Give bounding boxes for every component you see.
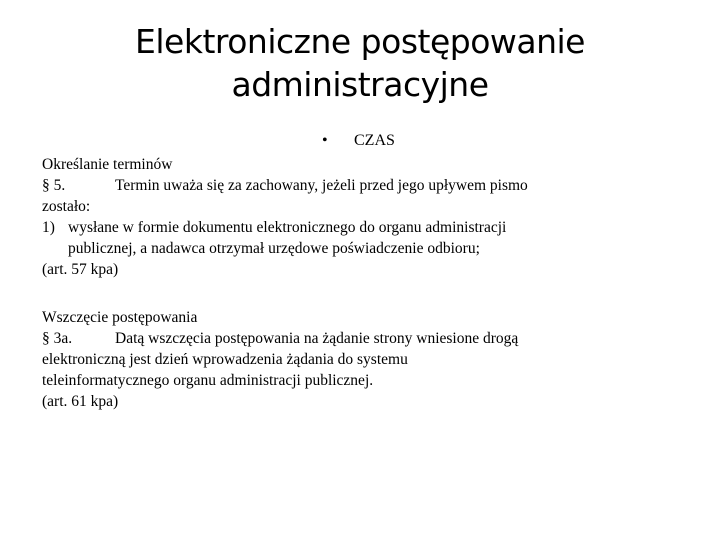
paragraph-5-line-1 xyxy=(42,175,702,196)
list-item-number: 1) xyxy=(42,219,55,236)
paragraph-number: § 3a. xyxy=(42,330,73,347)
spacer xyxy=(42,280,702,307)
bullet-item xyxy=(322,130,395,152)
section-heading-initiation: Wszczęcie postępowania xyxy=(42,309,198,326)
paragraph-5-line-2: zostało: xyxy=(42,198,91,215)
slide-title-line-2: administracyjne xyxy=(231,65,489,104)
reference-art-57: (art. 57 kpa) xyxy=(42,261,119,278)
slide-title-line-1: Elektroniczne postępowanie xyxy=(135,22,585,61)
list-item-text: wysłane w formie dokumentu elektronicznego do organu administracji xyxy=(68,219,507,236)
slide-body xyxy=(42,154,702,412)
bullet-text: CZAS xyxy=(354,132,395,149)
paragraph-text: Termin uważa się za zachowany, jeżeli przed jego upływem pismo xyxy=(115,177,528,194)
reference-art-61: (art. 61 kpa) xyxy=(42,393,119,410)
paragraph-3a-line-1 xyxy=(42,328,702,349)
paragraph-text: Datą wszczęcia postępowania na żądanie strony wniesione drogą xyxy=(115,330,519,347)
paragraph-3a-line-2: elektroniczną jest dzień wprowadzenia żądania do systemu xyxy=(42,351,408,368)
list-item-1-line-2: publicznej, a nadawca otrzymał urzędowe poświadczenie odbioru; xyxy=(68,240,480,257)
bullet-icon: • xyxy=(322,132,328,149)
list-item-1-line-1 xyxy=(42,217,702,238)
paragraph-number: § 5. xyxy=(42,177,66,194)
slide-title xyxy=(0,20,720,106)
section-heading-terms: Określanie terminów xyxy=(42,156,173,173)
paragraph-3a-line-3: teleinformatycznego organu administracji publicznej. xyxy=(42,372,374,389)
